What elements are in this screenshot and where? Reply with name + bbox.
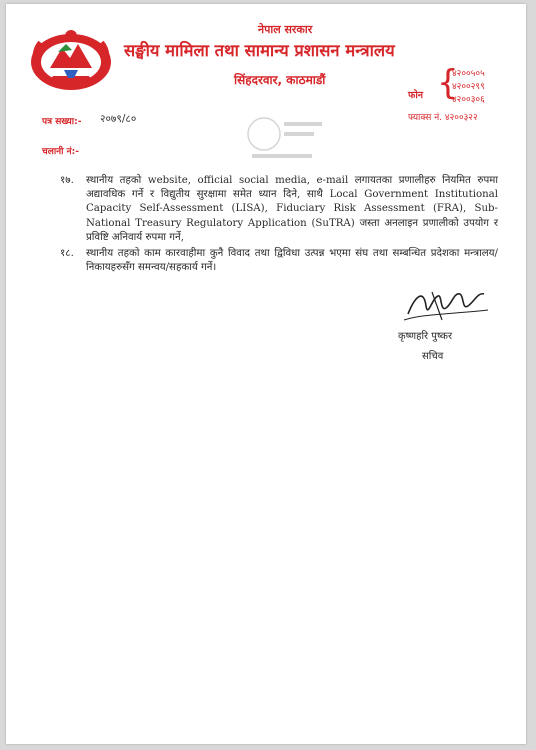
letter-page — [6, 4, 526, 744]
fax-number: फ्याक्स नं. ४२००३२२ — [408, 113, 478, 123]
signer-title: सचिव — [422, 351, 444, 362]
reference-number: २०७९/८० — [100, 113, 137, 125]
office-stamp-icon — [242, 108, 326, 166]
nepal-emblem-icon — [28, 24, 114, 94]
phone-label: फोन — [408, 90, 424, 101]
phone-number: ४२००३०६ — [452, 95, 485, 105]
list-item — [60, 247, 498, 275]
list-item — [60, 174, 498, 245]
reference-label: पत्र सख्या:- — [42, 117, 82, 127]
letter-body — [60, 174, 498, 277]
dispatch-number-label: चलानी नं:- — [42, 147, 79, 157]
item-number: १७. — [60, 175, 74, 186]
government-name: नेपाल सरकार — [258, 23, 313, 36]
item-text: स्थानीय तहको काम कारवाहीमा कुनै विवाद तथा द्विविधा उत्पन्न भएमा संघ तथा सम्बन्धित प्रदेशका मन्त्रालय/निकायहरुसँग समन्वय/सहकार्य गर्ने। — [86, 248, 498, 274]
ministry-name: सङ्घीय मामिला तथा सामान्य प्रशासन मन्त्रालय — [124, 41, 395, 60]
phone-number: ४२००२९९ — [452, 82, 485, 92]
ministry-address: सिंहदरवार, काठमाडौं — [234, 73, 326, 87]
signer-name: कृष्णहरि पुष्कर — [398, 331, 453, 342]
phone-number: ४२००५०५ — [452, 69, 485, 79]
phone-numbers — [452, 68, 485, 107]
signature-icon — [402, 284, 490, 324]
brace-icon: { — [437, 63, 459, 103]
item-text: स्थानीय तहको website, official social media, e-mail लगायतका प्रणालीहरु नियमित रुपमा अद्यावधिक गर्ने र विद्युतीय सुरक्षामा समेत ध्यान दिने, साथै Local Government Institutional Capacity Self-Assessment (LISA), Fiduciary Risk Assessment (FRA), Sub-National Treasury Regulatory Application (SuTRA) जस्ता अनलाइन प्रणालीको उपयोग र प्रविष्टि अनिवार्य रुपमा गर्ने, — [86, 175, 498, 243]
item-number: १८. — [60, 248, 74, 260]
